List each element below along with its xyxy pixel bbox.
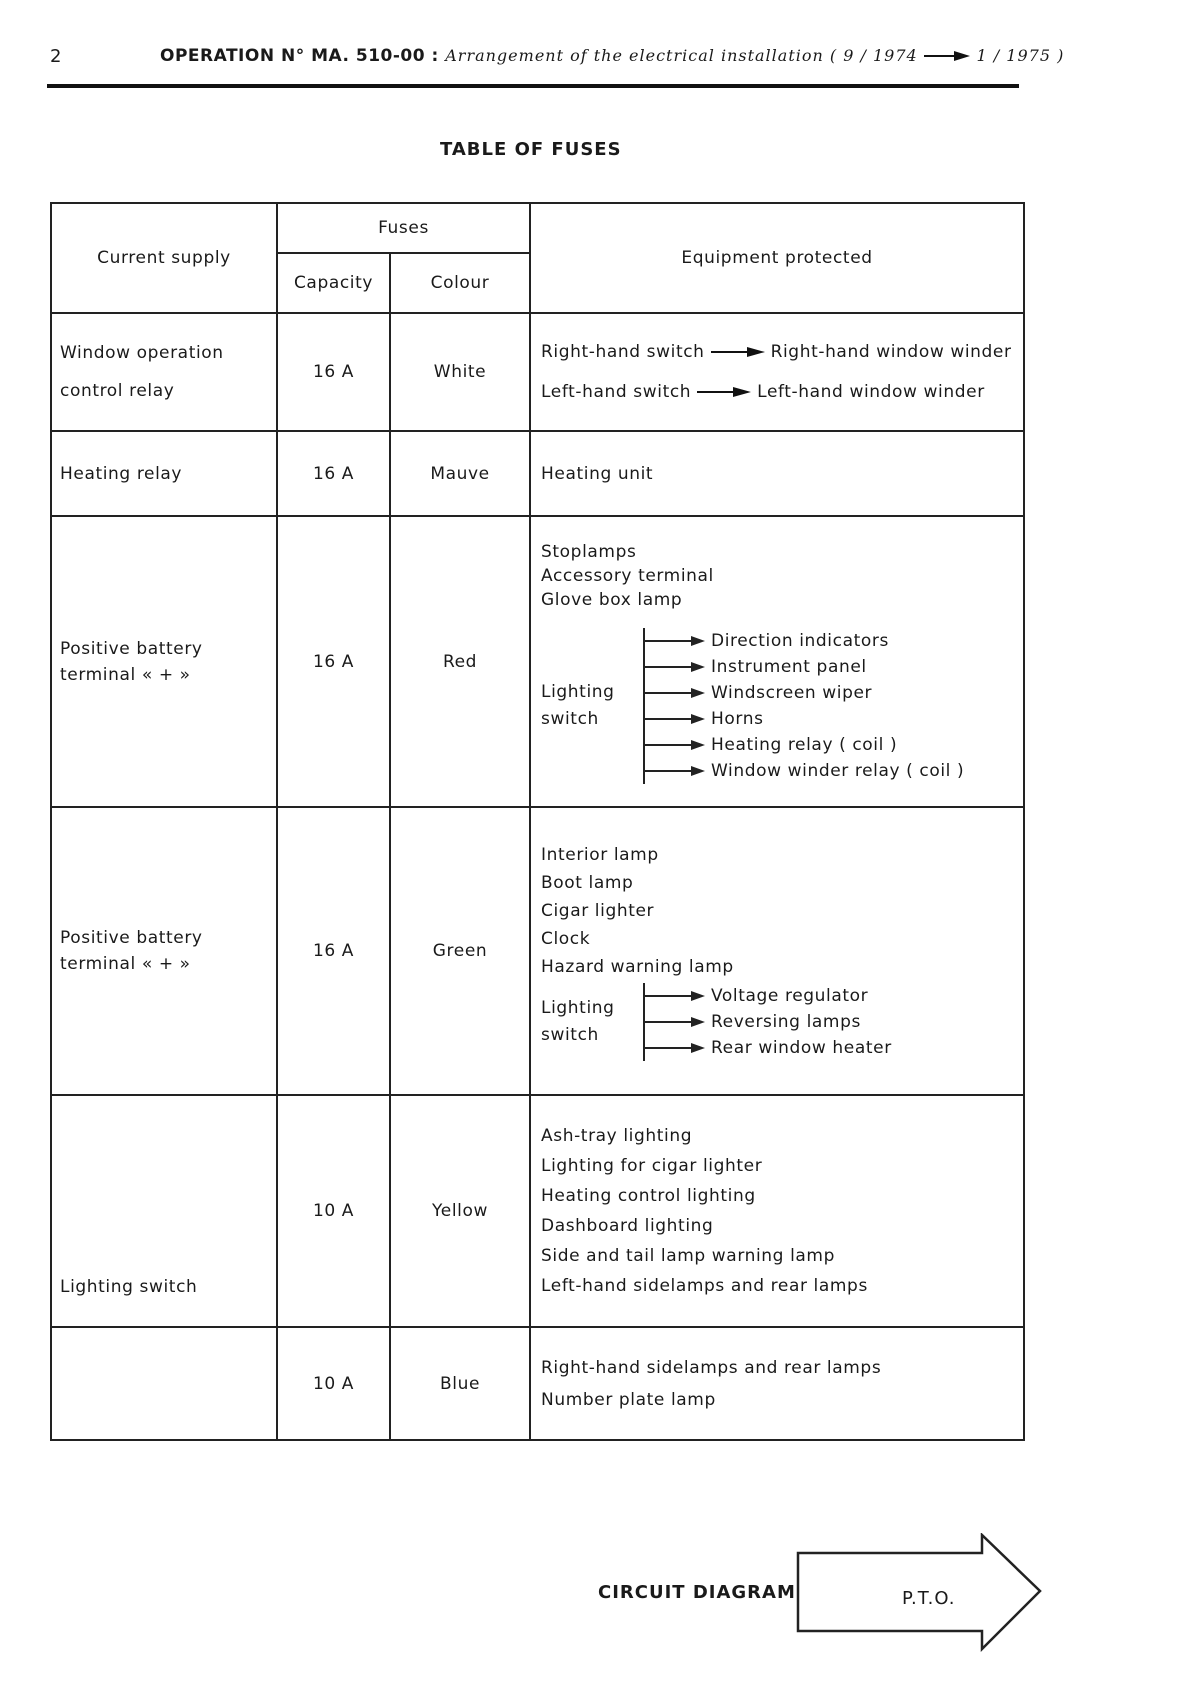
arrow-right-icon (691, 740, 705, 750)
branch-label-line: switch (541, 708, 599, 729)
branch-item: Instrument panel (645, 654, 964, 680)
operation-number: OPERATION N° MA. 510-00 : (160, 46, 439, 66)
branch-item: Windscreen wiper (645, 680, 964, 706)
equipment-item: Dashboard lighting (541, 1216, 714, 1236)
equipment-item: Hazard warning lamp (541, 957, 734, 977)
arrow-right-icon (924, 51, 970, 61)
pto-label: P.T.O. (902, 1588, 956, 1609)
fuse-table (50, 202, 1025, 1441)
branch-item: Horns (645, 706, 964, 732)
colour-cell: Yellow (390, 1095, 530, 1327)
header-equipment: Equipment protected (530, 203, 1024, 313)
equipment-item: Heating unit (541, 463, 654, 484)
branch-connector (643, 628, 964, 784)
equipment-source: Right-hand switch (541, 342, 705, 362)
circuit-diagram-label: CIRCUIT DIAGRAM (598, 1582, 796, 1603)
table-title: TABLE OF FUSES (440, 139, 622, 160)
supply-line: Positive battery (60, 638, 203, 659)
arrow-right-icon (711, 347, 765, 357)
colour-cell: Red (390, 516, 530, 807)
equipment-cell (530, 313, 1024, 431)
lighting-switch-branch (541, 983, 1015, 1061)
colour-cell: Green (390, 807, 530, 1095)
supply-cell: Heating relay (51, 431, 277, 516)
equipment-link (541, 332, 1015, 372)
page-number: 2 (50, 46, 62, 67)
arrow-right-icon (697, 387, 751, 397)
arrow-right-icon (691, 688, 705, 698)
capacity-cell: 16 A (277, 807, 390, 1095)
branch-item: Reversing lamps (645, 1009, 892, 1035)
supply-cell (51, 1327, 277, 1440)
header-divider (47, 84, 1019, 88)
branch-item: Voltage regulator (645, 983, 892, 1009)
colour-cell: Mauve (390, 431, 530, 516)
branch-label (541, 995, 641, 1049)
supply-line: control relay (60, 381, 175, 401)
table-row (51, 313, 1024, 431)
equipment-link (541, 372, 1015, 412)
branch-label-line: Lighting (541, 681, 615, 702)
arrow-right-icon (691, 662, 705, 672)
equipment-item: Number plate lamp (541, 1389, 716, 1410)
table-row (51, 516, 1024, 807)
equipment-cell (530, 431, 1024, 516)
branch-item: Heating relay ( coil ) (645, 732, 964, 758)
arrow-right-icon (691, 991, 705, 1001)
branch-item: Direction indicators (645, 628, 964, 654)
arrow-right-icon (691, 714, 705, 724)
equipment-item: Interior lamp (541, 845, 659, 865)
branch-label-line: switch (541, 1025, 599, 1045)
capacity-cell: 16 A (277, 431, 390, 516)
equipment-item: Clock (541, 929, 591, 949)
equipment-item: Accessory terminal (541, 565, 714, 586)
equipment-source: Left-hand switch (541, 382, 692, 402)
header-row (51, 203, 1024, 253)
equipment-cell (530, 516, 1024, 807)
equipment-item: Lighting for cigar lighter (541, 1156, 763, 1176)
branch-connector (643, 983, 892, 1061)
branch-label-line: Lighting (541, 998, 615, 1018)
supply-cell (51, 313, 277, 431)
branch-label (541, 679, 641, 733)
arrow-right-icon (691, 636, 705, 646)
capacity-cell: 10 A (277, 1095, 390, 1327)
header-colour: Colour (390, 253, 530, 313)
supply-line: Positive battery (60, 928, 203, 948)
header-capacity: Capacity (277, 253, 390, 313)
supply-cell: Lighting switch (51, 1095, 277, 1327)
equipment-cell (530, 1095, 1024, 1327)
table-row (51, 1327, 1024, 1440)
equipment-item: Left-hand sidelamps and rear lamps (541, 1276, 868, 1296)
equipment-item: Right-hand sidelamps and rear lamps (541, 1357, 882, 1378)
table-row (51, 807, 1024, 1095)
colour-cell: White (390, 313, 530, 431)
supply-line: terminal « + » (60, 664, 191, 685)
arrow-right-icon (691, 1017, 705, 1027)
branch-item: Rear window heater (645, 1035, 892, 1061)
equipment-cell (530, 807, 1024, 1095)
equipment-item: Glove box lamp (541, 589, 683, 610)
equipment-item: Boot lamp (541, 873, 634, 893)
arrow-right-icon (691, 1043, 705, 1053)
arrow-right-icon (691, 766, 705, 776)
document-header (160, 46, 1064, 66)
supply-cell (51, 516, 277, 807)
equipment-item: Cigar lighter (541, 901, 655, 921)
equipment-item: Ash-tray lighting (541, 1126, 693, 1146)
table-row (51, 1095, 1024, 1327)
branch-item: Window winder relay ( coil ) (645, 758, 964, 784)
equipment-target: Left-hand window winder (757, 382, 985, 402)
supply-line: terminal « + » (60, 954, 191, 974)
table-row (51, 431, 1024, 516)
lighting-switch-branch (541, 628, 1015, 784)
supply-line: Window operation (60, 343, 224, 363)
operation-subtitle-end: 1 / 1975 ) (976, 46, 1065, 65)
colour-cell: Blue (390, 1327, 530, 1440)
equipment-item: Side and tail lamp warning lamp (541, 1246, 835, 1266)
capacity-cell: 16 A (277, 516, 390, 807)
equipment-target: Right-hand window winder (770, 342, 1012, 362)
header-current-supply: Current supply (51, 203, 277, 313)
supply-cell (51, 807, 277, 1095)
equipment-cell (530, 1327, 1024, 1440)
header-fuses: Fuses (277, 203, 530, 253)
capacity-cell: 16 A (277, 313, 390, 431)
operation-subtitle: Arrangement of the electrical installation ( 9 / 1974 (445, 46, 918, 65)
capacity-cell: 10 A (277, 1327, 390, 1440)
equipment-item: Stoplamps (541, 541, 637, 562)
equipment-item: Heating control lighting (541, 1186, 756, 1206)
